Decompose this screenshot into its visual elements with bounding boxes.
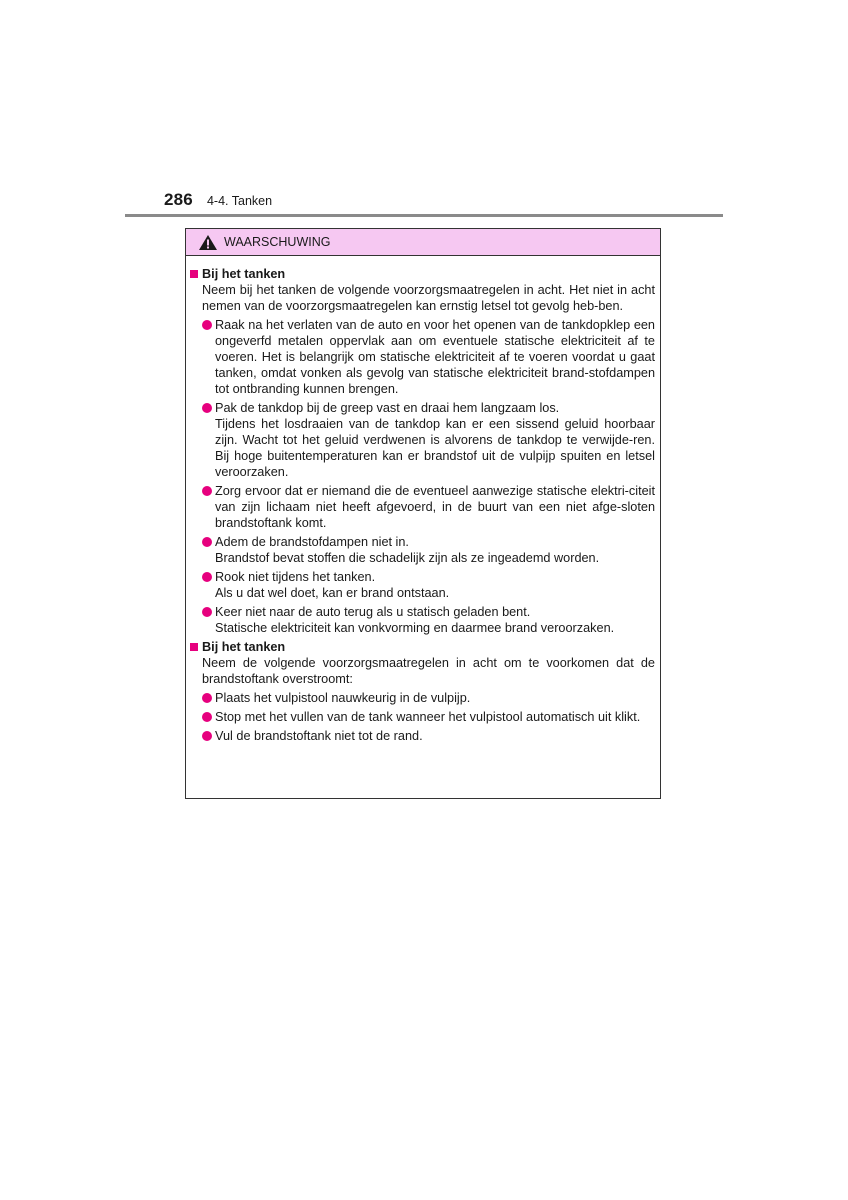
bullet-line: Statische elektriciteit kan vonkvorming en daarmee brand veroorzaken. bbox=[215, 621, 615, 635]
section-heading-text: Bij het tanken bbox=[202, 267, 286, 281]
bullet-text bbox=[215, 709, 655, 725]
warning-header bbox=[186, 229, 660, 256]
bullet-dot-icon bbox=[202, 607, 212, 617]
bullet-text bbox=[215, 400, 655, 480]
bullet-dot-icon bbox=[202, 731, 212, 741]
bullet-text bbox=[215, 534, 655, 566]
bullet-text bbox=[215, 604, 655, 636]
square-bullet-icon bbox=[190, 270, 198, 278]
bullet-dot-icon bbox=[202, 486, 212, 496]
bullet-line: Als u dat wel doet, kan er brand ontstaan. bbox=[215, 586, 450, 600]
bullet-dot-icon bbox=[202, 712, 212, 722]
bullet-line: Pak de tankdop bij de greep vast en draai hem langzaam los. bbox=[215, 401, 560, 415]
bullet-item bbox=[202, 400, 655, 480]
bullet-item bbox=[202, 728, 655, 744]
section-heading-text: Bij het tanken bbox=[202, 640, 286, 654]
header-divider bbox=[125, 214, 723, 217]
warning-body bbox=[186, 256, 660, 744]
section-intro: Neem bij het tanken de volgende voorzorgsmaatregelen in acht. Het niet in acht nemen van de voorzorgsmaatregelen kan ernstig letsel tot gevolg heb-ben. bbox=[202, 283, 655, 313]
bullet-text bbox=[215, 728, 655, 744]
section-intro: Neem de volgende voorzorgsmaatregelen in acht om te voorkomen dat de brandstoftank overstroomt: bbox=[202, 656, 655, 686]
bullet-line: Rook niet tijdens het tanken. bbox=[215, 570, 376, 584]
bullet-text bbox=[215, 569, 655, 601]
bullet-dot-icon bbox=[202, 320, 212, 330]
bullet-line: Keer niet naar de auto terug als u statisch geladen bent. bbox=[215, 605, 531, 619]
bullet-line: Tijdens het losdraaien van de tankdop kan er een sissend geluid hoorbaar zijn. Wacht tot het geluid verdwenen is alvorens de tankdop te verwijde-ren. Bij hoge buitentemperaturen kan er brandstof uit de vulpijp spuiten en letsel veroorzaken. bbox=[215, 417, 655, 479]
bullet-line: Brandstof bevat stoffen die schadelijk zijn als ze ingeademd worden. bbox=[215, 551, 600, 565]
warning-title: WAARSCHUWING bbox=[224, 235, 331, 249]
bullet-item bbox=[202, 604, 655, 636]
bullet-item bbox=[202, 317, 655, 397]
page-number: 286 bbox=[164, 190, 193, 209]
section-heading bbox=[190, 266, 655, 282]
bullet-dot-icon bbox=[202, 537, 212, 547]
bullet-item bbox=[202, 483, 655, 531]
bullet-line: Stop met het vullen van de tank wanneer het vulpistool automatisch uit klikt. bbox=[215, 710, 641, 724]
bullet-line: Adem de brandstofdampen niet in. bbox=[215, 535, 409, 549]
warning-section bbox=[190, 639, 655, 744]
bullet-line: Plaats het vulpistool nauwkeurig in de vulpijp. bbox=[215, 691, 471, 705]
bullet-line: Vul de brandstoftank niet tot de rand. bbox=[215, 729, 423, 743]
bullet-item bbox=[202, 534, 655, 566]
bullet-text bbox=[215, 317, 655, 397]
bullet-item bbox=[202, 709, 655, 725]
bullet-text bbox=[215, 483, 655, 531]
bullet-line: Zorg ervoor dat er niemand die de eventueel aanwezige statische elektri-citeit van zijn lichaam niet heeft afgevoerd, in de buurt van een niet afge-sloten brandstoftank komt. bbox=[215, 484, 655, 530]
bullet-text bbox=[215, 690, 655, 706]
section-heading bbox=[190, 639, 655, 655]
square-bullet-icon bbox=[190, 643, 198, 651]
warning-section bbox=[190, 266, 655, 636]
page-header bbox=[164, 190, 272, 210]
warning-box bbox=[185, 228, 661, 799]
bullet-line: Raak na het verlaten van de auto en voor het openen van de tankdopklep een ongeverfd metalen oppervlak aan om eventuele statische elektriciteit af te voeren. Het is belangrijk om statische elektriciteit af te voeren voordat u gaat tanken, omdat vonken als gevolg van statische elektriciteit brand-stofdampen tot ontbranding kunnen brengen. bbox=[215, 318, 655, 396]
bullet-item bbox=[202, 569, 655, 601]
warning-triangle-icon bbox=[198, 234, 218, 251]
bullet-dot-icon bbox=[202, 403, 212, 413]
section-title: 4-4. Tanken bbox=[206, 194, 273, 208]
bullet-dot-icon bbox=[202, 693, 212, 703]
bullet-dot-icon bbox=[202, 572, 212, 582]
bullet-item bbox=[202, 690, 655, 706]
